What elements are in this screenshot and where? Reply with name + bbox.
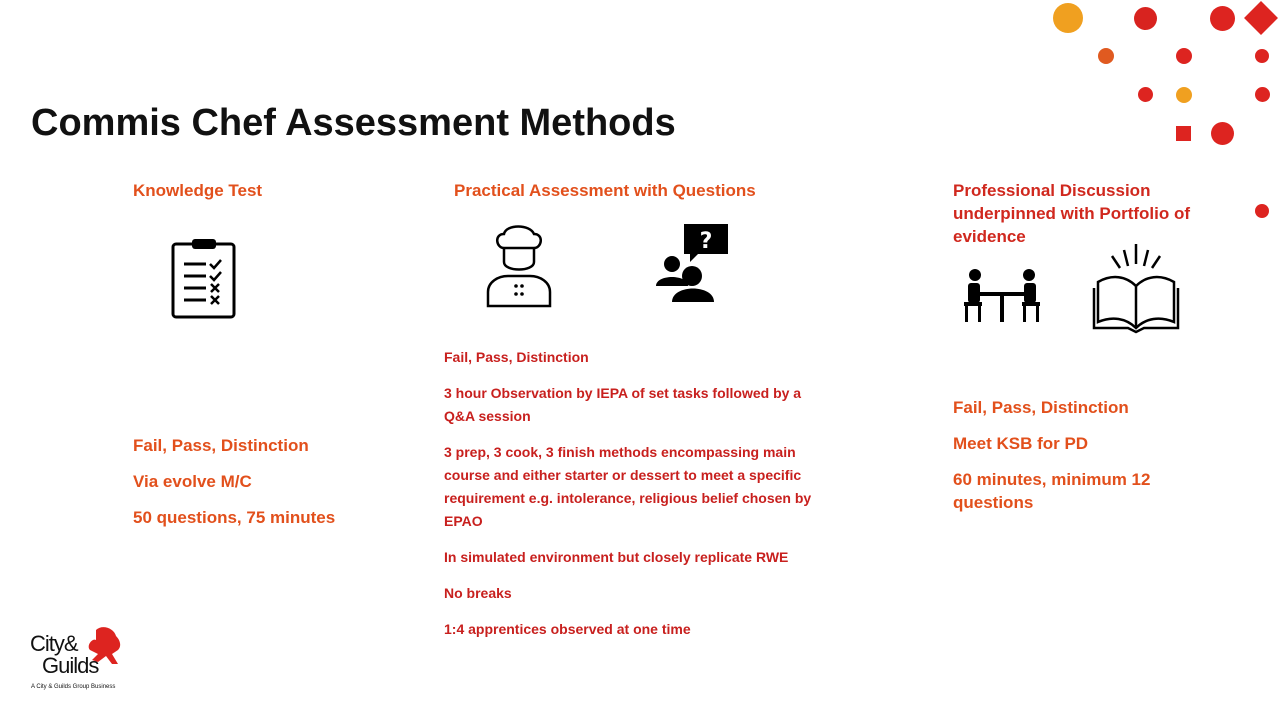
detail-item: 50 questions, 75 minutes xyxy=(133,508,336,527)
knowledge-test-details xyxy=(133,434,413,542)
professional-discussion-heading: Professional Discussion underpinned with Portfolio of evidence xyxy=(953,181,1191,246)
question-discussion-icon xyxy=(654,222,730,304)
detail-item: Meet KSB for PD xyxy=(953,434,1089,453)
city-and-guilds-logo xyxy=(30,630,130,694)
svg-text:?: ? xyxy=(699,229,713,254)
logo-tagline: A City & Guilds Group Business xyxy=(31,684,116,690)
detail-item: 3 prep, 3 cook, 3 finish methods encompassing main course and either starter or dessert to meet a specific requirement e.g. intolerance, religious belief chosen by EPAO xyxy=(444,444,812,529)
detail-item: 3 hour Observation by IEPA of set tasks followed by a Q&A session xyxy=(444,385,802,424)
open-book-icon xyxy=(1090,242,1182,336)
logo-line1: City& xyxy=(30,631,78,656)
professional-discussion-details xyxy=(953,396,1213,527)
meeting-table-icon xyxy=(962,266,1042,324)
detail-item: Fail, Pass, Distinction xyxy=(953,398,1129,417)
clipboard-checklist-icon xyxy=(170,236,238,320)
detail-item: 1:4 apprentices observed at one time xyxy=(444,621,691,637)
detail-item: In simulated environment but closely replicate RWE xyxy=(444,549,789,565)
page-title: Commis Chef Assessment Methods xyxy=(31,102,676,144)
practical-assessment-details xyxy=(444,346,824,654)
detail-item: Fail, Pass, Distinction xyxy=(444,349,589,365)
detail-item: 60 minutes, minimum 12 questions xyxy=(953,470,1151,512)
detail-item: Via evolve M/C xyxy=(133,472,252,491)
practical-assessment-heading: Practical Assessment with Questions xyxy=(454,181,756,200)
detail-item: Fail, Pass, Distinction xyxy=(133,436,309,455)
knowledge-test-heading: Knowledge Test xyxy=(133,181,263,200)
chef-icon xyxy=(484,220,554,308)
detail-item: No breaks xyxy=(444,585,512,601)
logo-line2: Guilds xyxy=(42,653,99,678)
